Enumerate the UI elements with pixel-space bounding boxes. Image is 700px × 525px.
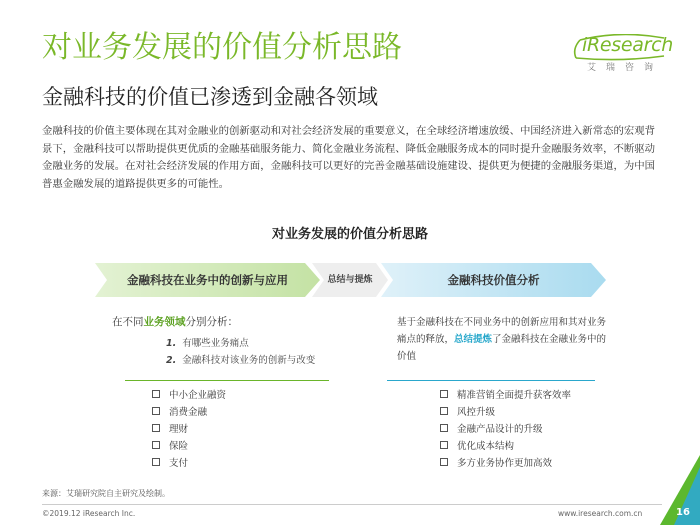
checkbox-icon bbox=[440, 458, 448, 466]
intro-paragraph: 金融科技的价值主要体现在其对金融业的创新驱动和对社会经济发展的重要意义，在全球经济增速放缓、中国经济进入新常态的宏观背景下，金融科技可以帮助提供更优质的金融基础服务能力、简化金融业务流程、降低金融服务成本的同时提升金融服务效率，不断驱动金融业务的发展。在对社会经济发展的作用方面，金融科技可以更好的完善金融基础设施建设、提供更为便捷的金融服务渠道，为中国普惠金融发展的道路提供更多的可能性。 bbox=[42, 125, 656, 190]
footer-divider bbox=[42, 504, 662, 505]
question-list bbox=[166, 335, 315, 369]
checkbox-icon bbox=[440, 441, 448, 449]
right-banner bbox=[381, 263, 606, 297]
source-note: 来源：艾瑞研究院自主研究及绘制。 bbox=[42, 489, 170, 498]
value-list bbox=[440, 387, 571, 472]
checkbox-icon bbox=[152, 407, 160, 415]
list-item: 支付 bbox=[152, 455, 226, 472]
list-item: 保险 bbox=[152, 438, 226, 455]
right-intro-highlight: 总结提炼 bbox=[454, 334, 493, 345]
logo-chinese-name: 艾瑞咨询 bbox=[587, 63, 664, 73]
diagram-title: 对业务发展的价值分析思路 bbox=[271, 227, 428, 242]
website-link[interactable]: www.iresearch.com.cn bbox=[558, 509, 643, 518]
left-divider bbox=[125, 380, 329, 381]
list-item: 多方业务协作更加高效 bbox=[440, 455, 571, 472]
list-item: 中小企业融资 bbox=[152, 387, 226, 404]
list-item: 金融产品设计的升级 bbox=[440, 421, 571, 438]
page-title: 对业务发展的价值分析思路 bbox=[42, 30, 402, 65]
checkbox-icon bbox=[152, 458, 160, 466]
right-intro: 基于金融科技在不同业务中的创新应用和其对业务痛点的释放，总结提炼了金融科技在金融业务中的价值 bbox=[397, 317, 607, 362]
list-item: 消费金融 bbox=[152, 404, 226, 421]
checkbox-icon bbox=[152, 424, 160, 432]
business-areas-list bbox=[152, 387, 226, 472]
checkbox-icon bbox=[152, 390, 160, 398]
list-item: 1. 有哪些业务痛点 bbox=[166, 338, 249, 349]
left-banner bbox=[95, 263, 320, 297]
page-subtitle: 金融科技的价值已渗透到金融各领域 bbox=[42, 85, 378, 109]
list-item: 理财 bbox=[152, 421, 226, 438]
list-item: 精准营销全面提升获客效率 bbox=[440, 387, 571, 404]
checkbox-icon bbox=[440, 424, 448, 432]
list-item: 2. 金融科技对该业务的创新与改变 bbox=[166, 355, 316, 366]
checkbox-icon bbox=[440, 390, 448, 398]
right-banner-label: 金融科技价值分析 bbox=[447, 273, 540, 287]
checkbox-icon bbox=[440, 407, 448, 415]
page-number: 16 bbox=[676, 507, 690, 518]
checkbox-icon bbox=[152, 441, 160, 449]
left-intro-highlight: 业务领域 bbox=[143, 316, 186, 328]
logo-brand: iResearch bbox=[582, 34, 674, 56]
list-item: 优化成本结构 bbox=[440, 438, 571, 455]
copyright: ©2019.12 iResearch Inc. bbox=[42, 509, 136, 518]
left-intro: 在不同业务领域分别分析： bbox=[112, 316, 238, 328]
left-banner-label: 金融科技在业务中的创新与应用 bbox=[127, 273, 288, 287]
list-item: 风控升级 bbox=[440, 404, 571, 421]
right-divider bbox=[387, 380, 595, 381]
iresearch-logo bbox=[560, 34, 672, 80]
middle-label: 总结与提炼 bbox=[327, 275, 373, 285]
